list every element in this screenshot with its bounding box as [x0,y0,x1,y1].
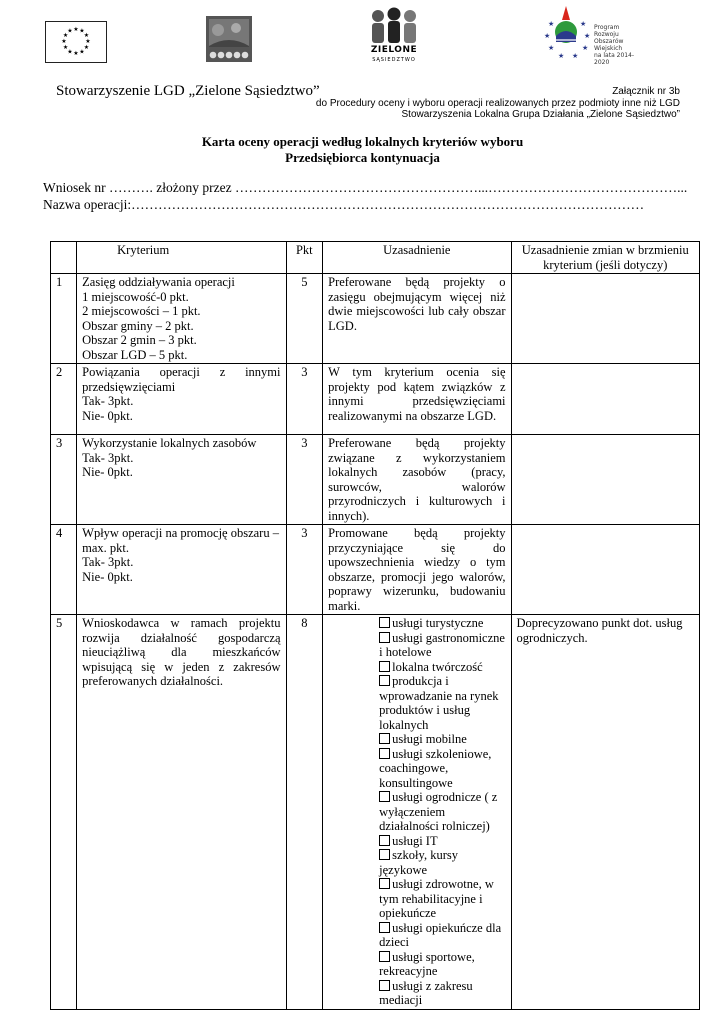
criterion-line: Tak- 3pkt. [82,394,134,408]
zielone-brand-name: ZIELONE [370,45,418,55]
header-number [51,242,77,274]
header-change-justification: Uzasadnienie zmian w brzmieniu kryterium (jeśli dotyczy) [511,242,699,274]
checkbox-icon[interactable] [379,675,390,686]
points-cell: 3 [286,525,323,615]
criterion-line: Zasięg oddziaływania operacji [82,275,235,289]
checkbox-icon[interactable] [379,632,390,643]
leader-logo [206,16,252,62]
svg-text:★: ★ [67,27,73,35]
annex-reference [316,86,680,121]
table-row [51,435,700,525]
option-label: usługi turystyczne [392,616,484,630]
activity-option[interactable] [379,950,505,979]
criterion-line: Obszar 2 gmin – 3 pkt. [82,333,197,347]
criterion-line: Nie- 0pkt. [82,569,133,584]
change-justification-cell[interactable] [511,435,699,525]
svg-text:★: ★ [572,52,579,60]
svg-text:★: ★ [83,32,90,39]
checkbox-icon[interactable] [379,980,390,991]
header-justification: Uzasadnienie [323,242,511,274]
row-number: 1 [51,274,77,364]
checkbox-icon[interactable] [379,617,390,628]
option-label: lokalna twórczość [392,659,483,674]
row-number: 5 [51,615,77,1010]
svg-text:★: ★ [558,52,565,60]
association-name: Stowarzyszenie LGD „Zielone Sąsiedztwo” [56,83,320,99]
prow-text-5: na lata 2014-2020 [594,52,635,66]
criterion-line: Tak- 3pkt. [82,555,134,569]
option-label: usługi IT [392,833,438,848]
eu-flag-logo [45,21,107,63]
justification-cell: Preferowane będą projekty związane z wykorzystaniem lokalnych zasobów (pracy, surowców, walorów przyrodniczych i kulturowych i innych). [323,435,511,525]
table-row [51,525,700,615]
criterion-cell [77,435,286,525]
leader-logo-icon [206,16,252,62]
svg-text:★: ★ [582,44,589,52]
document-title: Karta oceny operacji według lokalnych kryteriów wyboru [201,134,524,149]
activity-option[interactable] [379,848,505,877]
checkbox-icon[interactable] [379,733,390,744]
change-justification-cell[interactable] [511,274,699,364]
annex-procedure: do Procedury oceny i wyboru operacji realizowanych przez podmioty inne niż LGD [315,97,680,109]
svg-text:★: ★ [544,32,551,40]
criterion-line: 1 miejscowość-0 pkt. [82,289,189,304]
checkbox-icon[interactable] [379,951,390,962]
annex-organization: Stowarzyszenia Lokalna Grupa Działania „Zielone Sąsiedztwo” [401,109,680,120]
criterion-line: Wpływ operacji na promocję obszaru – max. pkt. [82,526,279,555]
option-label: usługi sportowe, rekreacyjne [379,949,475,978]
change-justification-cell[interactable] [511,525,699,615]
activity-option[interactable] [379,747,505,791]
option-label: usługi z zakresu mediacji [379,978,473,1007]
criterion-line-cont: przedsięwzięciami [82,379,176,394]
activity-option[interactable] [379,921,505,950]
activity-option[interactable] [379,660,505,675]
row-number: 4 [51,525,77,615]
application-field[interactable]: Wniosek nr ………. złożony przez ………………………………………………...……………………………………... [43,180,688,195]
criterion-line: Obszar LGD – 5 pkt. [82,347,188,362]
points-cell: 8 [286,615,323,1010]
points-cell: 5 [286,274,323,364]
checkbox-icon[interactable] [379,849,390,860]
checkbox-icon[interactable] [379,835,390,846]
people-group-icon [364,7,424,45]
activity-option[interactable] [379,631,505,660]
activity-option[interactable] [379,979,505,1008]
criterion-line: Nie- 0pkt. [82,408,133,423]
activity-option[interactable] [379,834,505,849]
option-label: usługi opiekuńcze dla dzieci [379,920,502,949]
activity-option[interactable] [379,877,505,921]
svg-text:★: ★ [548,44,555,52]
criterion-cell [77,525,286,615]
checkbox-icon[interactable] [379,748,390,759]
checkbox-icon[interactable] [379,661,390,672]
header-points: Pkt [286,242,323,274]
criterion-line: Powiązania operacji z innymi [82,365,281,379]
svg-text:★: ★ [580,20,587,28]
prow-emblem-icon [540,4,594,68]
activity-option[interactable] [379,732,505,747]
header-criterion: Kryterium [77,242,286,274]
prow-text-2: Rozwoju [594,31,619,38]
table-header-row [51,242,700,274]
change-justification-cell[interactable] [511,364,699,435]
criteria-table [50,241,700,1010]
criterion-line: Nie- 0pkt. [82,465,133,479]
activity-options-cell [323,615,511,1010]
option-label: usługi szkoleniowe, coachingowe, konsultingowe [379,746,492,790]
justification-cell: Promowane będą projekty przyczyniające się do upowszechnienia wiedzy o tym obszarze, promocji jego walorów, poprawy wizerunku, budowaniu marki. [323,525,511,615]
prow-text-1: Program [594,24,620,31]
criterion-line: Tak- 3pkt. [82,450,134,465]
row-number: 3 [51,435,77,525]
zielone-sasiedztwo-logo [364,7,424,63]
activity-option[interactable] [379,790,505,834]
criterion-line: Wykorzystanie lokalnych zasobów [82,436,257,450]
option-label: produkcja i wprowadzanie na rynek produktów i usług lokalnych [379,674,499,732]
checkbox-icon[interactable] [379,791,390,802]
svg-text:★: ★ [79,48,85,56]
option-label: usługi mobilne [392,732,467,746]
svg-text:★: ★ [67,48,73,56]
eu-flag-icon [46,22,106,62]
svg-text:★: ★ [85,38,91,45]
svg-text:★: ★ [61,38,67,45]
option-label: usługi zdrowotne, w tym rehabilitacyjne i opiekuńcze [379,877,494,920]
svg-text:★: ★ [79,27,85,35]
svg-text:★: ★ [584,32,591,40]
svg-text:★: ★ [83,44,90,51]
criterion-line: 2 miejscowości – 1 pkt. [82,304,201,318]
annex-number: Załącznik nr 3b [612,86,680,97]
points-cell: 3 [286,364,323,435]
activity-option[interactable] [379,616,505,631]
operation-name-field[interactable]: Nazwa operacji:…………………………………………………………………………………………………… [43,197,645,212]
svg-text:★: ★ [548,20,555,28]
checkbox-icon[interactable] [379,922,390,933]
zielone-brand-sub: SĄSIEDZTWO [372,57,416,63]
option-label: usługi ogrodnicze ( z wyłączeniem działalności rolniczej) [379,790,498,833]
checkbox-icon[interactable] [379,878,390,889]
prow-logo [540,4,645,68]
criterion-cell [77,364,286,435]
criterion-cell: Wnioskodawca w ramach projektu rozwija działalność gospodarczą nieuciążliwą dla mieszkańców wpisującą się w jeden z zakresów preferowanych działalności. [77,615,286,1010]
criterion-line: Obszar gminy – 2 pkt. [82,318,194,333]
points-cell: 3 [286,435,323,525]
change-justification-cell[interactable]: Doprecyzowano punkt dot. usług ogrodniczych. [511,615,699,1010]
prow-text-3: Obszarów [594,38,624,45]
svg-text:★: ★ [73,50,79,57]
justification-cell: W tym kryterium ocenia się projekty pod kątem związków z innymi przedsięwzięciami realizowanymi na obszarze LGD. [323,364,511,435]
svg-text:★: ★ [62,44,69,51]
svg-text:★: ★ [62,32,69,39]
table-row [51,364,700,435]
table-row [51,274,700,364]
option-label: usługi gastronomiczne i hotelowe [379,630,505,659]
svg-text:★: ★ [73,26,79,33]
prow-text-4: Wiejskich [594,45,623,52]
table-row [51,615,700,1010]
row-number: 2 [51,364,77,435]
activity-option[interactable] [379,674,505,732]
justification-cell: Preferowane będą projekty o zasięgu obejmującym więcej niż dwie miejscowości lub cały obszar LGD. [323,274,511,364]
criterion-cell [77,274,286,364]
document-subtitle: Przedsiębiorca kontynuacja [285,150,440,165]
option-label: szkoły, kursy językowe [379,848,458,877]
